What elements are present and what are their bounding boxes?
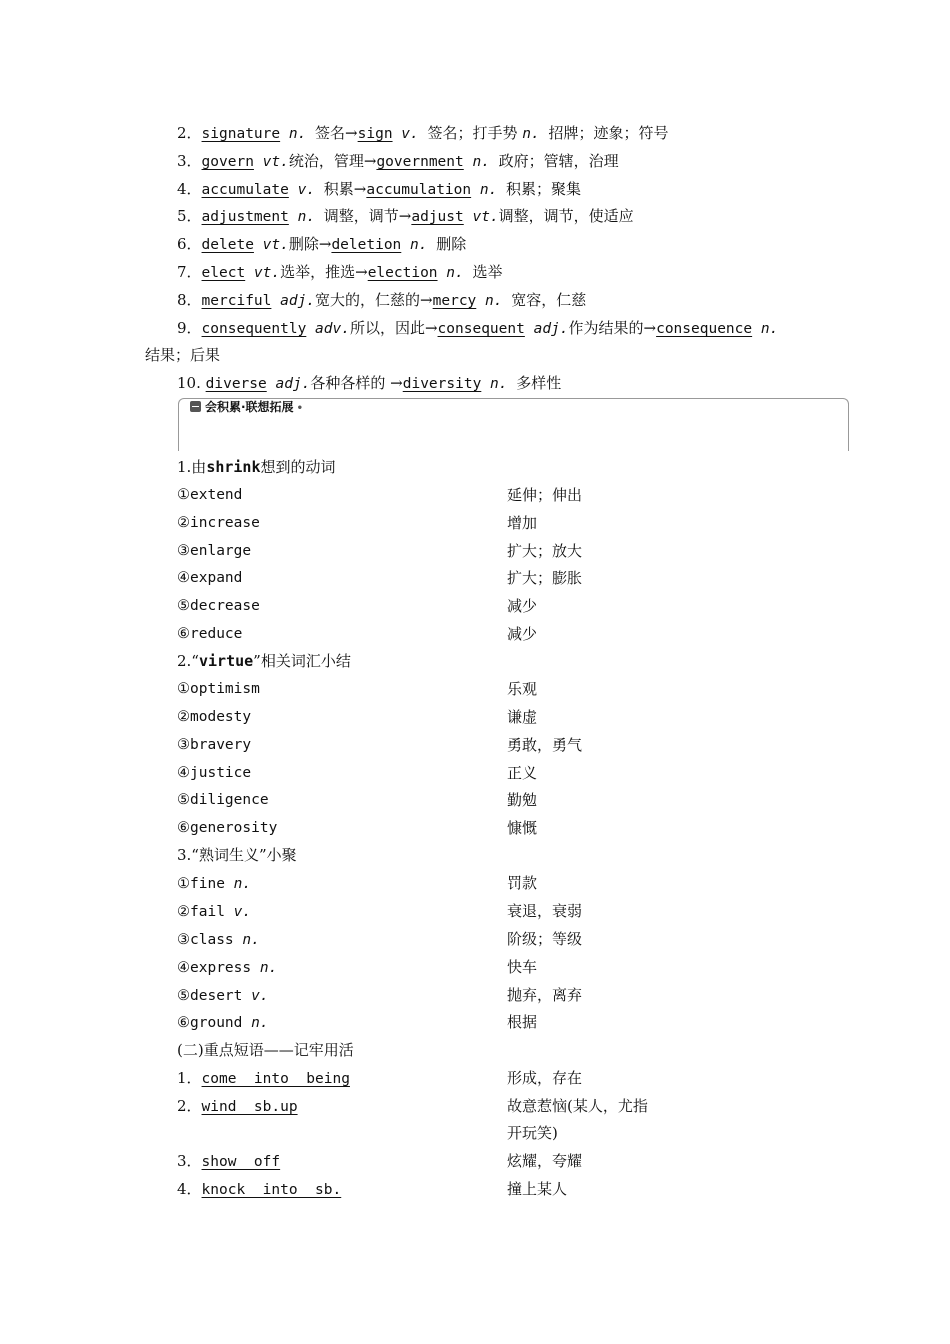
word-meaning: 谦虚 [507,708,538,726]
phrase-meaning: 故意惹恼(某人，尤指 [507,1097,648,1115]
word-meaning: 衰退，衰弱 [507,902,583,920]
word-item [177,901,251,922]
vocab-line-9-continued: 结果；后果 [145,346,221,364]
part-of-speech: vt. [253,237,289,253]
part-of-speech: n. [471,182,507,198]
section-heading-phrases: (二)重点短语——记牢用活 [177,1041,354,1059]
part-of-speech: n. [251,1015,269,1031]
part-of-speech: n. [752,321,779,337]
phrase-meaning-continued: 开玩笑) [507,1124,558,1142]
vocab-line-7 [177,262,502,283]
answer-word: adjustment [201,209,289,225]
word-item [177,929,260,950]
part-of-speech: n. [476,293,512,309]
word-item [177,957,277,978]
word-meaning: 慷慨 [507,819,538,837]
item-number: 4． [177,180,202,198]
item-number: 10. [177,374,206,392]
answer-phrase: come into being [201,1071,350,1087]
definition-text: 所以，因此→ [349,319,438,337]
part-of-speech: v. [288,182,324,198]
definition-text: 调整，调节→ [323,207,412,225]
word-meaning: 乐观 [507,680,538,698]
item-number: 1． [177,1069,202,1087]
part-of-speech: adj. [524,321,569,337]
word-text: ⑤desert [177,988,252,1004]
word-item: ④expand [177,570,243,586]
answer-word: delete [201,237,254,253]
word-meaning: 延伸；伸出 [507,486,583,504]
answer-word: signature [201,126,281,142]
part-of-speech: adv. [306,321,350,337]
word-meaning: 根据 [507,1013,538,1031]
vocab-line-3 [177,151,619,172]
heading-prefix: 1.由 [177,458,207,476]
section-heading-polysemy: 3.“熟词生义”小聚 [177,846,297,864]
word-meaning: 罚款 [507,874,538,892]
definition-text: 统治，管理→ [288,152,377,170]
answer-word: accumulation [366,182,472,198]
word-text: ⑥ground [177,1015,252,1031]
part-of-speech: n. [481,376,517,392]
part-of-speech: adj. [271,293,316,309]
section-heading-shrink [177,457,336,477]
word-text: ④express [177,960,260,976]
part-of-speech: v. [233,904,252,920]
phrase-item [177,1096,298,1117]
word-item: ④justice [177,765,252,781]
vocab-line-2 [177,123,668,144]
part-of-speech: n. [437,265,473,281]
phrase-meaning: 撞上某人 [507,1180,568,1198]
word-meaning: 勇敢，勇气 [507,736,583,754]
definition-text: 作为结果的→ [568,319,657,337]
section-banner-title: 会积累·联想拓展 [205,400,294,414]
vocab-line-4 [177,179,581,200]
definition-text: 调整，调节，使适应 [498,207,634,225]
answer-phrase: show off [201,1154,281,1170]
definition-text: 删除 [436,235,467,253]
definition-text: 招牌；迹象；符号 [548,124,669,142]
item-number: 3． [177,1152,202,1170]
book-icon [190,401,201,412]
item-number: 2． [177,1097,202,1115]
word-text: ①fine [177,876,234,892]
heading-prefix: 2.“ [177,652,199,670]
answer-phrase: knock into sb. [201,1182,342,1198]
part-of-speech: n. [401,237,437,253]
word-item: ⑤diligence [177,792,269,808]
vocab-line-9 [177,318,778,339]
word-item: ⑥reduce [177,626,243,642]
phrase-item [177,1151,280,1172]
answer-word: consequence [656,321,753,337]
item-number: 6． [177,235,202,253]
definition-text: 签名；打手势 [427,124,523,142]
word-item: ⑥generosity [177,820,278,836]
section-heading-virtue [177,651,351,671]
part-of-speech: vt. [253,154,289,170]
part-of-speech: n. [522,126,549,142]
item-number: 3． [177,152,202,170]
definition-text: 积累；聚集 [506,180,582,198]
definition-text: 政府；管辖，治理 [498,152,619,170]
answer-word: govern [201,154,254,170]
phrase-item [177,1179,341,1200]
part-of-speech: n. [242,932,260,948]
item-number: 4． [177,1180,202,1198]
vocab-line-5 [177,206,634,227]
part-of-speech: vt. [245,265,281,281]
answer-word: accumulate [201,182,289,198]
answer-word: sign [357,126,393,142]
word-meaning: 减少 [507,625,538,643]
heading-keyword: shrink [206,458,261,476]
word-text: ②fail [177,904,234,920]
part-of-speech: adj. [266,376,311,392]
answer-word: elect [201,265,246,281]
vocab-line-6 [177,234,466,255]
word-item: ①extend [177,487,243,503]
answer-word: diverse [205,376,267,392]
word-meaning: 减少 [507,597,538,615]
definition-text: 选举 [472,263,503,281]
definition-text: 宽容，仁慈 [511,291,587,309]
answer-word: merciful [201,293,272,309]
item-number: 2． [177,124,202,142]
heading-keyword: virtue [198,652,254,670]
word-meaning: 扩大；膨胀 [507,569,583,587]
answer-word: consequent [437,321,525,337]
definition-text: 删除→ [288,235,332,253]
section-banner [190,399,307,417]
bullet-icon: • [296,403,303,414]
word-item: ②increase [177,515,260,531]
part-of-speech: vt. [463,209,499,225]
word-meaning: 正义 [507,764,538,782]
heading-text: 想到的动词 [260,458,336,476]
part-of-speech: n. [280,126,316,142]
word-meaning: 增加 [507,514,538,532]
answer-word: government [376,154,464,170]
phrase-meaning: 形成，存在 [507,1069,583,1087]
phrase-item [177,1068,350,1089]
answer-word: election [367,265,438,281]
definition-text: 选举，推选→ [280,263,368,281]
definition-text: 签名→ [315,124,358,142]
word-meaning: 快车 [507,958,538,976]
word-item: ②modesty [177,709,252,725]
phrase-meaning: 炫耀，夸耀 [507,1152,583,1170]
item-number: 7． [177,263,202,281]
answer-word: deletion [331,237,402,253]
item-number: 8． [177,291,202,309]
word-item: ③enlarge [177,543,252,559]
definition-text: 多样性 [516,374,562,392]
definition-text: 宽大的，仁慈的→ [315,291,433,309]
word-item: ⑤decrease [177,598,260,614]
definition-text: 积累→ [323,180,367,198]
word-item: ③bravery [177,737,252,753]
answer-phrase: wind sb.up [201,1099,298,1115]
part-of-speech: n. [233,876,252,892]
word-item [177,1012,269,1033]
vocab-line-8 [177,290,586,311]
answer-word: consequently [201,321,307,337]
definition-text: 各种各样的 → [310,374,403,392]
word-meaning: 抛弃，离弃 [507,986,583,1004]
part-of-speech: n. [288,209,324,225]
word-meaning: 扩大；放大 [507,542,583,560]
word-meaning: 阶级；等级 [507,930,583,948]
part-of-speech: v. [251,988,269,1004]
word-item [177,873,251,894]
word-item: ①optimism [177,681,260,697]
heading-text: ”相关词汇小结 [253,652,351,670]
word-meaning: 勤勉 [507,791,538,809]
part-of-speech: n. [259,960,278,976]
word-item [177,985,269,1006]
answer-word: adjust [411,209,464,225]
word-text: ③class [177,932,243,948]
item-number: 5． [177,207,202,225]
part-of-speech: n. [463,154,499,170]
answer-word: mercy [432,293,477,309]
answer-word: diversity [402,376,482,392]
vocab-line-10 [177,373,561,394]
item-number: 9． [177,319,202,337]
part-of-speech: v. [392,126,428,142]
